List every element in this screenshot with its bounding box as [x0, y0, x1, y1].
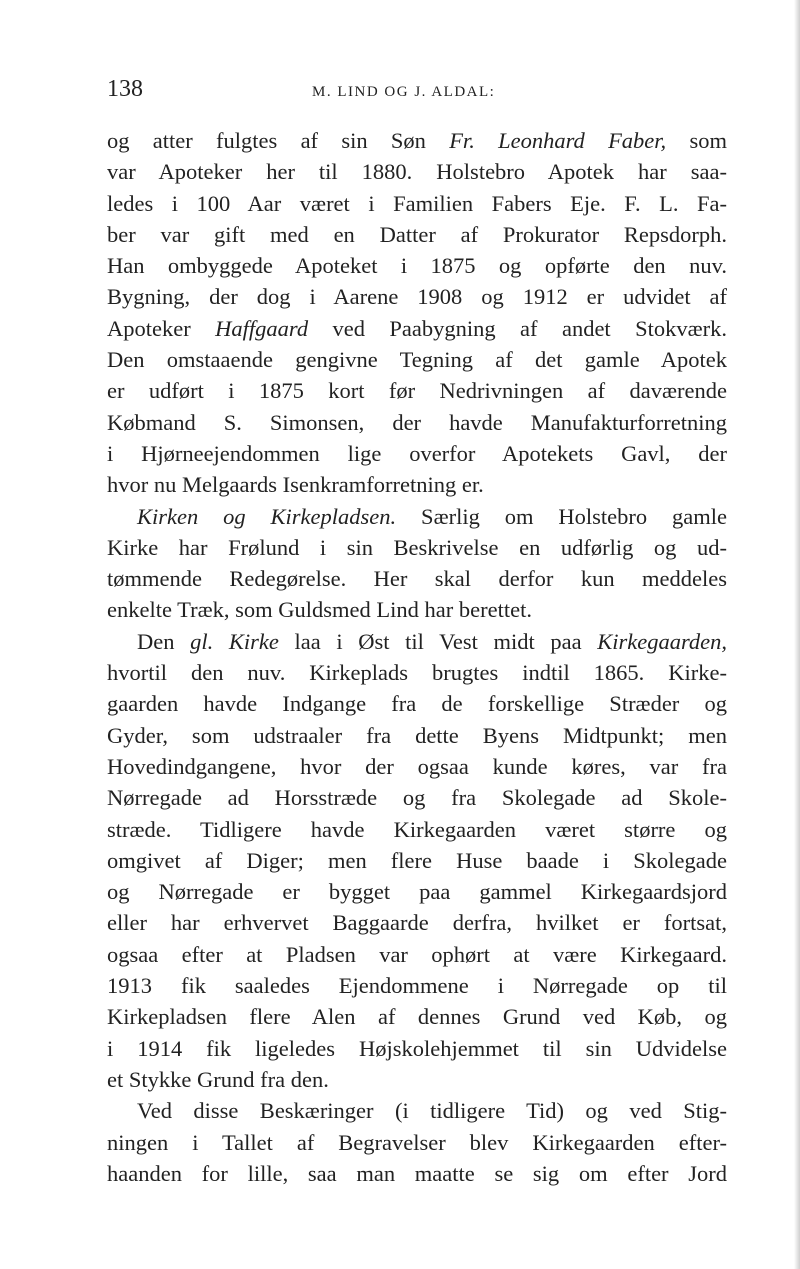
text-line — [107, 532, 727, 563]
text-segment: i Hjørneejendommen lige overfor Apotekets Gavl, der — [107, 440, 727, 466]
text-segment: Den omstaaende gengivne Tegning af det gamle Apotek — [107, 347, 727, 373]
text-segment: og Nørregade er bygget paa gammel Kirkegaardsjord — [107, 879, 727, 905]
text-line — [107, 375, 727, 406]
text-segment: Bygning, der dog i Aarene 1908 og 1912 er udvidet af — [107, 284, 727, 310]
text-segment: som — [666, 128, 727, 153]
text-segment: Hovedindgangene, hvor der ogsaa kunde køres, var fra — [107, 753, 727, 779]
page-header — [107, 74, 727, 114]
text-segment: haanden for lille, saa man maatte se sig om efter Jord — [107, 1160, 727, 1186]
text-segment: er udført i 1875 kort før Nedrivningen af daværende — [107, 378, 727, 404]
text-segment: Kirkepladsen flere Alen af dennes Grund ved Køb, og — [107, 1004, 727, 1030]
text-segment: eller har erhvervet Baggaarde derfra, hvilket er fortsat, — [107, 910, 727, 936]
text-segment: ledes i 100 Aar været i Familien Fabers Eje. F. L. Fa- — [107, 190, 727, 216]
text-line — [107, 250, 727, 281]
text-line — [107, 845, 727, 876]
italic-text: Kirkegaarden, — [597, 628, 727, 654]
text-line — [107, 438, 727, 469]
text-segment: og atter fulgtes af sin Søn — [107, 128, 450, 153]
text-line — [107, 1033, 727, 1064]
running-head: M. LIND OG J. ALDAL: — [312, 84, 496, 100]
text-segment: Særlig om Holstebro gamle — [396, 503, 727, 529]
text-segment: gaarden havde Indgange fra de forskellige Stræder og — [107, 691, 727, 717]
text-segment: ved Paabygning af andet Stokværk. — [308, 315, 727, 341]
text-line — [107, 1158, 727, 1189]
italic-text: Fr. Leonhard Faber, — [449, 128, 667, 153]
text-line — [107, 407, 727, 438]
text-line — [107, 657, 727, 688]
text-segment: ber var gift med en Datter af Prokurator Repsdorph. — [107, 221, 727, 247]
text-segment: 1913 fik saaledes Ejendommene i Nørregade op til — [107, 973, 727, 999]
text-line — [107, 626, 727, 657]
text-line — [107, 219, 727, 250]
text-line — [107, 970, 727, 1001]
text-line — [107, 1095, 727, 1126]
italic-text: Haffgaard — [215, 315, 309, 341]
text-segment: Kirke har Frølund i sin Beskrivelse en udførlig og ud- — [107, 534, 727, 560]
text-line — [107, 281, 727, 312]
text-line — [107, 751, 727, 782]
text-segment: hvor nu Melgaards Isenkramforretning er. — [107, 472, 484, 498]
text-segment: tømmende Redegørelse. Her skal derfor kun meddeles — [107, 566, 727, 592]
text-line — [107, 1064, 727, 1095]
text-segment: Han ombyggede Apoteket i 1875 og opførte den nuv. — [107, 253, 727, 279]
text-line — [107, 688, 727, 719]
text-line — [107, 594, 727, 625]
text-line — [107, 344, 727, 375]
italic-text: gl. Kirke — [190, 628, 279, 654]
text-line — [107, 1001, 727, 1032]
text-segment: var Apoteker her til 1880. Holstebro Apotek har saa- — [107, 159, 727, 185]
text-segment: Nørregade ad Horsstræde og fra Skolegade ad Skole- — [107, 785, 727, 811]
text-segment: Gyder, som udstraaler fra dette Byens Midtpunkt; men — [107, 722, 727, 748]
text-line — [107, 782, 727, 813]
text-segment: Apoteker — [107, 315, 216, 341]
text-segment: stræde. Tidligere havde Kirkegaarden været større og — [107, 816, 727, 842]
text-segment: enkelte Træk, som Guldsmed Lind har berettet. — [107, 597, 532, 623]
text-line — [107, 720, 727, 751]
text-segment: Købmand S. Simonsen, der havde Manufakturforretning — [107, 409, 727, 435]
page-edge-shadow — [794, 0, 800, 1269]
page-number: 138 — [107, 76, 143, 102]
text-segment: Den — [137, 628, 191, 654]
text-segment: ningen i Tallet af Begravelser blev Kirkegaarden efter- — [107, 1129, 727, 1155]
text-line — [107, 188, 727, 219]
text-line — [107, 876, 727, 907]
text-line — [107, 939, 727, 970]
text-segment: Ved disse Beskæringer (i tidligere Tid) og ved Stig- — [137, 1098, 727, 1124]
italic-text: Kirken og Kirkepladsen. — [137, 503, 397, 529]
text-segment: omgivet af Diger; men flere Huse baade i Skolegade — [107, 847, 727, 873]
text-line — [107, 501, 727, 532]
text-segment: hvortil den nuv. Kirkeplads brugtes indtil 1865. Kirke- — [107, 660, 727, 686]
body-text — [107, 125, 727, 1189]
text-segment: i 1914 fik ligeledes Højskolehjemmet til sin Udvidelse — [107, 1035, 727, 1061]
text-line — [107, 156, 727, 187]
text-line — [107, 125, 727, 156]
text-line — [107, 1127, 727, 1158]
text-segment: laa i Øst til Vest midt paa — [278, 628, 598, 654]
text-line — [107, 313, 727, 344]
text-segment: ogsaa efter at Pladsen var ophørt at være Kirkegaard. — [107, 941, 727, 967]
text-line — [107, 469, 727, 500]
text-segment: et Stykke Grund fra den. — [107, 1066, 329, 1092]
text-line — [107, 907, 727, 938]
text-line — [107, 563, 727, 594]
text-line — [107, 814, 727, 845]
